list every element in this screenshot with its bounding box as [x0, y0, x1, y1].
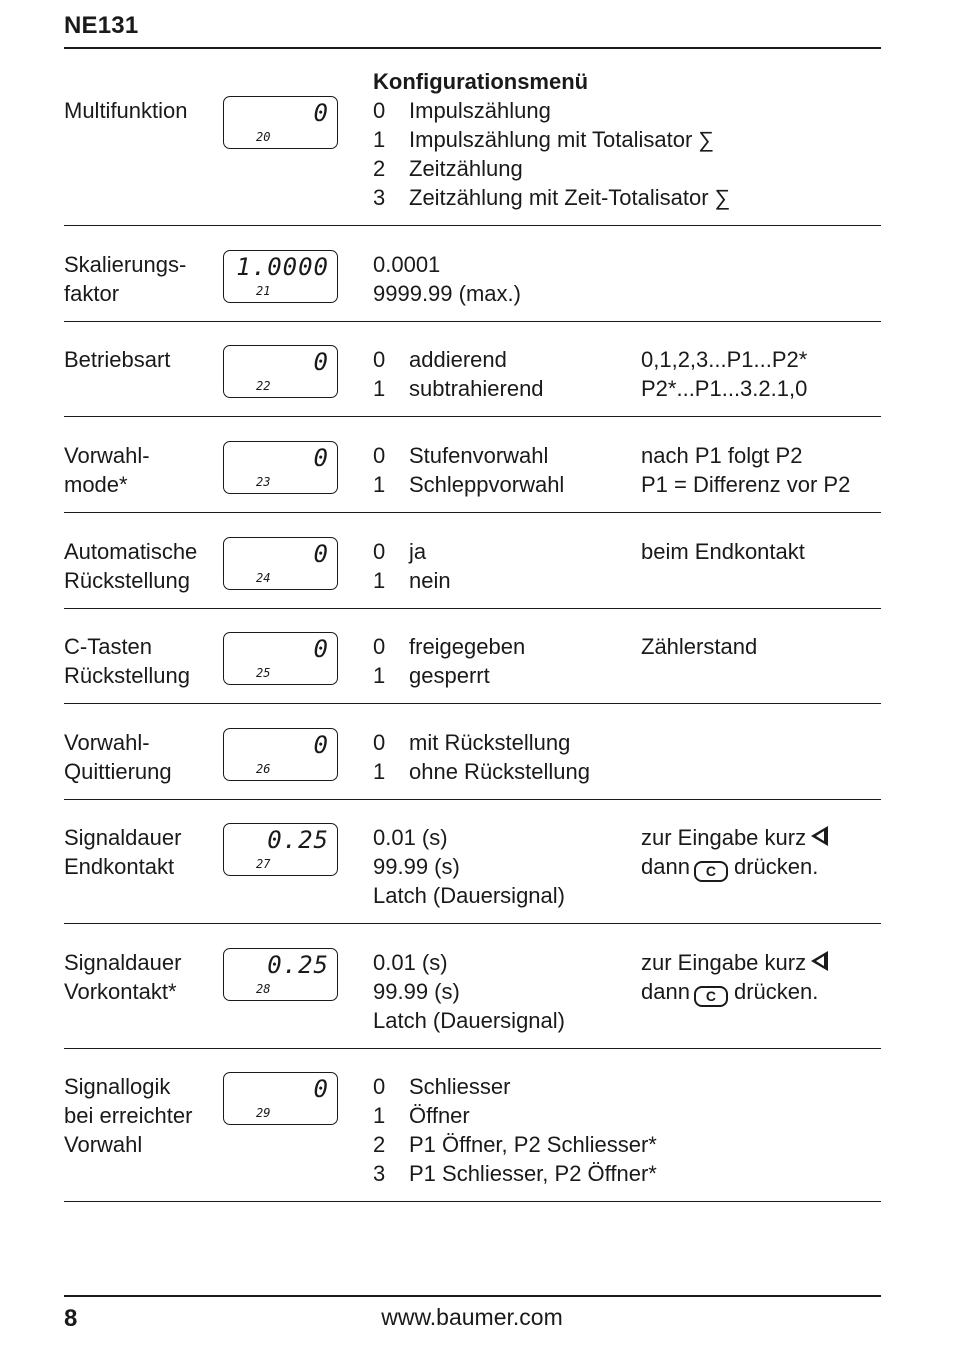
lcd-display [223, 728, 338, 781]
note-line: beim Endkontakt [641, 539, 805, 564]
row-separator [64, 799, 881, 800]
option-number: 2 [373, 1132, 386, 1157]
lcd-parameter-code: 29 [256, 1106, 271, 1120]
parameter-label-line: Rückstellung [64, 568, 190, 593]
parameter-label-line: Automatische [64, 539, 198, 564]
option-number: 0 [373, 443, 386, 468]
note-line: P1 = Differenz vor P2 [641, 472, 851, 497]
option-item [373, 537, 643, 566]
key-instruction-text: drücken. [733, 854, 819, 879]
row-separator [64, 1048, 881, 1049]
option-text: Impulszählung [409, 98, 551, 123]
option-item [373, 1072, 873, 1101]
option-item [373, 661, 643, 690]
parameter-label-line: bei erreichter [64, 1103, 193, 1128]
parameter-label-line: Vorwahl- [64, 730, 150, 755]
option-list [373, 67, 873, 212]
lcd-display [223, 948, 338, 1001]
lcd-value: 0 [313, 1075, 329, 1103]
lcd-display [223, 250, 338, 303]
parameter-label-line: Vorkontakt* [64, 979, 177, 1004]
option-text: Zeitzählung mit Zeit-Totalisator ∑ [409, 185, 731, 210]
option-list [373, 250, 643, 308]
lcd-value: 0.25 [267, 826, 329, 854]
header-rule [64, 47, 881, 49]
key-instruction-text: zur Eingabe kurz [641, 950, 807, 975]
value-line: Latch (Dauersignal) [373, 883, 565, 908]
parameter-label [64, 948, 220, 1006]
parameter-label-line: Signaldauer [64, 950, 182, 975]
value-line: 99.99 (s) [373, 854, 460, 879]
lcd-display [223, 632, 338, 685]
option-number: 3 [373, 1161, 386, 1186]
row-separator [64, 608, 881, 609]
note-column [641, 948, 881, 1006]
option-item [373, 470, 643, 499]
parameter-label-line: Signaldauer [64, 825, 182, 850]
left-arrow-key-icon [811, 951, 828, 971]
lcd-display [223, 345, 338, 398]
option-item [373, 757, 643, 786]
footer-url: www.baumer.com [381, 1304, 563, 1330]
key-instruction-line [641, 823, 881, 852]
lcd-parameter-code: 21 [256, 284, 271, 298]
lcd-value: 0 [313, 540, 329, 568]
option-item [373, 374, 643, 403]
parameter-label-line: Rückstellung [64, 663, 190, 688]
option-item [373, 728, 643, 757]
option-list [373, 345, 643, 403]
page-number: 8 [64, 1305, 78, 1332]
note-column [641, 632, 881, 661]
parameter-label-line: Signallogik [64, 1074, 171, 1099]
menu-heading: Konfigurationsmenü [373, 69, 589, 94]
parameter-label [64, 441, 220, 499]
parameter-label [64, 96, 220, 125]
row-separator [64, 703, 881, 704]
lcd-parameter-code: 24 [256, 571, 271, 585]
value-line: 0.0001 [373, 252, 441, 277]
lcd-value: 0 [313, 635, 329, 663]
note-line: Zählerstand [641, 634, 758, 659]
option-item [373, 1130, 873, 1159]
option-list [373, 1072, 873, 1188]
parameter-label [64, 537, 220, 595]
key-instruction-line [641, 977, 881, 1006]
lcd-display [223, 823, 338, 876]
parameter-label-line: Vorwahl- [64, 443, 150, 468]
lcd-value: 0.25 [267, 951, 329, 979]
option-number: 1 [373, 472, 386, 497]
row-separator [64, 1201, 881, 1202]
key-instruction-text: zur Eingabe kurz [641, 825, 807, 850]
lcd-display [223, 1072, 338, 1125]
option-text: Zeitzählung [409, 156, 523, 181]
parameter-label-line: Endkontakt [64, 854, 175, 879]
value-line: Latch (Dauersignal) [373, 1008, 565, 1033]
option-list [373, 728, 643, 786]
note-line: nach P1 folgt P2 [641, 443, 803, 468]
document-title: NE131 [64, 12, 139, 39]
lcd-value: 0 [313, 731, 329, 759]
option-text: Impulszählung mit Totalisator ∑ [409, 127, 715, 152]
value-line: 9999.99 (max.) [373, 281, 521, 306]
option-text: addierend [409, 347, 507, 372]
parameter-label [64, 823, 220, 881]
option-text: freigegeben [409, 634, 526, 659]
option-number: 2 [373, 156, 386, 181]
option-number: 0 [373, 539, 386, 564]
option-text: gesperrt [409, 663, 490, 688]
lcd-display [223, 96, 338, 149]
option-number: 0 [373, 98, 386, 123]
lcd-parameter-code: 20 [256, 130, 271, 144]
parameter-label [64, 728, 220, 786]
option-number: 1 [373, 127, 386, 152]
option-text: P1 Schliesser, P2 Öffner* [409, 1161, 657, 1186]
option-text: subtrahierend [409, 376, 544, 401]
option-text: Schliesser [409, 1074, 511, 1099]
option-text: ja [409, 539, 427, 564]
option-item [373, 632, 643, 661]
option-number: 0 [373, 1074, 386, 1099]
value-line: 0.01 (s) [373, 825, 448, 850]
option-text: nein [409, 568, 451, 593]
option-text: ohne Rückstellung [409, 759, 591, 784]
key-instruction-line [641, 948, 881, 977]
option-item [373, 96, 873, 125]
option-text: Stufenvorwahl [409, 443, 549, 468]
parameter-label-line: faktor [64, 281, 120, 306]
parameter-label [64, 345, 220, 374]
note-column [641, 823, 881, 881]
parameter-label [64, 1072, 220, 1159]
lcd-value: 1.0000 [236, 253, 329, 281]
option-number: 0 [373, 730, 386, 755]
option-text: Öffner [409, 1103, 470, 1128]
row-separator [64, 225, 881, 226]
parameter-label-line: Vorwahl [64, 1132, 143, 1157]
option-number: 3 [373, 185, 386, 210]
option-number: 1 [373, 759, 386, 784]
option-list [373, 632, 643, 690]
option-number: 1 [373, 663, 386, 688]
lcd-parameter-code: 28 [256, 982, 271, 996]
option-item [373, 154, 873, 183]
footer-rule [64, 1295, 881, 1297]
option-text: mit Rückstellung [409, 730, 571, 755]
option-item [373, 183, 873, 212]
lcd-value: 0 [313, 348, 329, 376]
parameter-label-line: C-Tasten [64, 634, 153, 659]
key-instruction-text: drücken. [733, 979, 819, 1004]
lcd-parameter-code: 26 [256, 762, 271, 776]
option-item [373, 1159, 873, 1188]
parameter-label-line: mode* [64, 472, 128, 497]
parameter-label-line: Multifunktion [64, 98, 188, 123]
row-separator [64, 416, 881, 417]
row-separator [64, 512, 881, 513]
option-number: 1 [373, 1103, 386, 1128]
option-item [373, 125, 873, 154]
left-arrow-key-icon [811, 826, 828, 846]
option-item [373, 566, 643, 595]
lcd-value: 0 [313, 444, 329, 472]
lcd-value: 0 [313, 99, 329, 127]
value-line: 0.01 (s) [373, 950, 448, 975]
lcd-parameter-code: 23 [256, 475, 271, 489]
option-number: 0 [373, 634, 386, 659]
option-item [373, 1101, 873, 1130]
option-number: 1 [373, 376, 386, 401]
row-separator [64, 321, 881, 322]
option-number: 1 [373, 568, 386, 593]
lcd-parameter-code: 22 [256, 379, 271, 393]
option-text: P1 Öffner, P2 Schliesser* [409, 1132, 657, 1157]
note-column [641, 345, 881, 403]
option-text: Schleppvorwahl [409, 472, 565, 497]
lcd-display [223, 441, 338, 494]
note-column [641, 537, 881, 566]
key-instruction-line [641, 852, 881, 881]
option-list [373, 948, 643, 1035]
option-list [373, 537, 643, 595]
note-line: P2*...P1...3.2.1,0 [641, 376, 808, 401]
option-list [373, 823, 643, 910]
lcd-parameter-code: 25 [256, 666, 271, 680]
parameter-label [64, 632, 220, 690]
option-item [373, 345, 643, 374]
option-number: 0 [373, 347, 386, 372]
key-instruction-text: dann [641, 979, 690, 1004]
parameter-label [64, 250, 220, 308]
key-instruction-text: dann [641, 854, 690, 879]
c-key-icon: C [694, 861, 728, 882]
parameter-label-line: Quittierung [64, 759, 172, 784]
c-key-icon: C [694, 986, 728, 1007]
lcd-parameter-code: 27 [256, 857, 271, 871]
parameter-label-line: Betriebsart [64, 347, 171, 372]
row-separator [64, 923, 881, 924]
value-line: 99.99 (s) [373, 979, 460, 1004]
option-item [373, 441, 643, 470]
option-list [373, 441, 643, 499]
lcd-display [223, 537, 338, 590]
note-column [641, 441, 881, 499]
note-line: 0,1,2,3...P1...P2* [641, 347, 808, 372]
parameter-label-line: Skalierungs- [64, 252, 187, 277]
